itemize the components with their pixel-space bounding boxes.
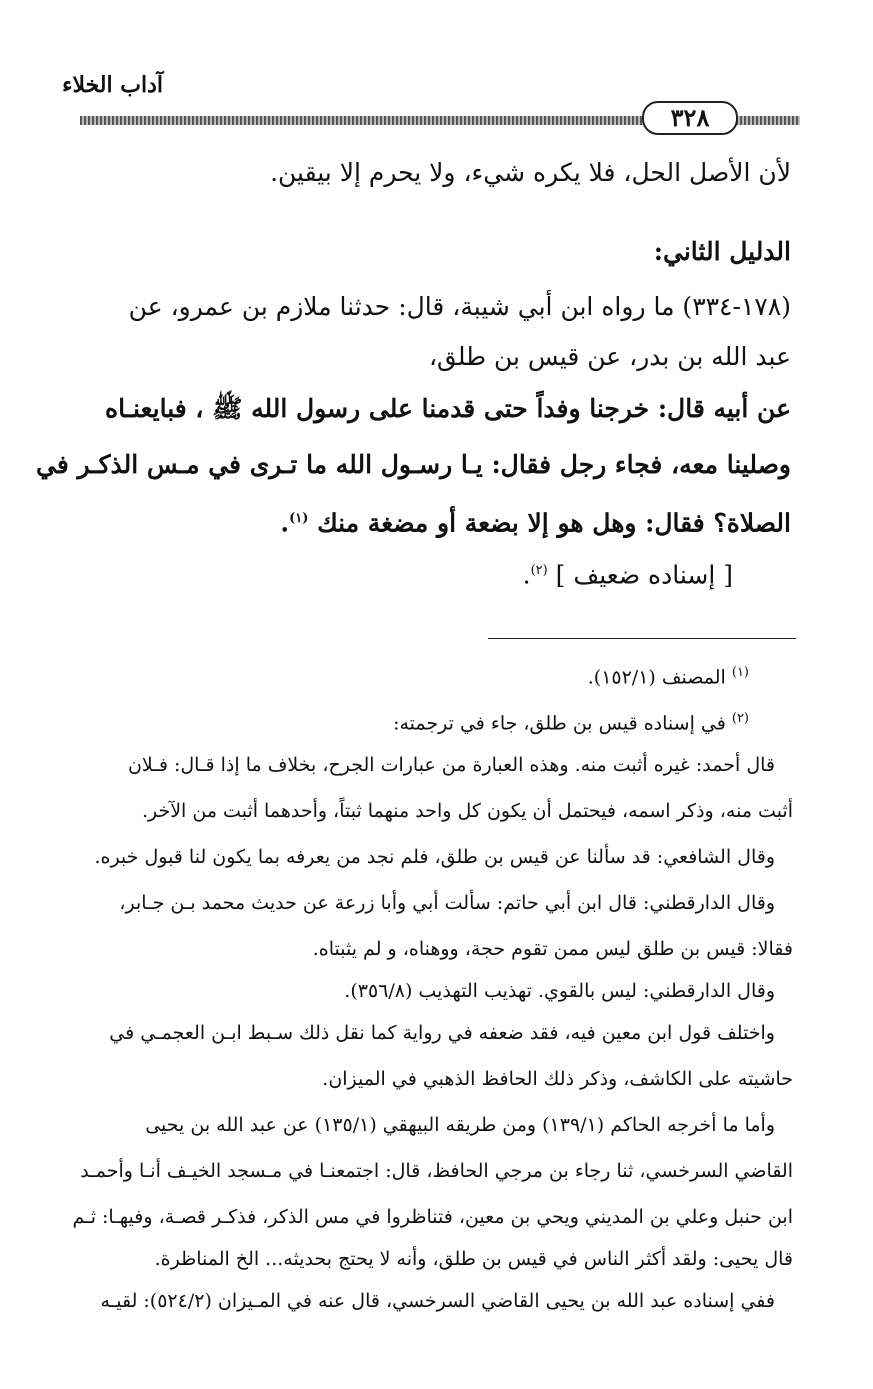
hadith-text: الصلاة؟ فقال: وهل هو إلا بضعة أو مضغة منك [317, 508, 791, 538]
text-line: لأن الأصل الحل، فلا يكره شيء، ولا يحرم إلا بيقين. [270, 158, 791, 187]
section-heading: الدليل الثاني: [653, 237, 791, 266]
footnote-line: قال أحمد: غيره أثبت منه. وهذه العبارة من عبارات الجرح، بخلاف ما إذا قـال: فـلان [127, 754, 775, 776]
footnote-line: القاضي السرخسي، ثنا رجاء بن مرجي الحافظ، قال: اجتمعنـا في مـسجد الخيـف أنـا وأحمـد [80, 1160, 793, 1182]
footnote-line: قال يحيى: ولقد أكثر الناس في قيس بن طلق، وأنه لا يحتج بحديثه... الخ المناظرة. [154, 1248, 793, 1270]
footnote-1 [588, 661, 749, 689]
footnote-line: وأما ما أخرجه الحاكم (١٣٩/١) ومن طريقه البيهقي (١٣٥/١) عن عبد الله بن يحيى [145, 1114, 775, 1136]
hadith-line: عن أبيه قال: خرجنا وفداً حتى قدمنا على رسول الله ﷺ ، فبايعنـاه [105, 394, 791, 423]
grading: [ إسناده ضعيف ] $^{(٢)}$. [522, 560, 733, 590]
footnote-line: وقال الدارقطني: ليس بالقوي. تهذيب التهذيب (٣٥٦/٨). [344, 980, 775, 1002]
footnote-ref: (٢) [530, 563, 548, 578]
footnote-line: حاشيته على الكاشف، وذكر ذلك الحافظ الذهبي في الميزان. [322, 1068, 793, 1090]
text-line: عبد الله بن بدر، عن قيس بن طلق، [428, 342, 791, 371]
hadith-line: الصلاة؟ فقال: وهل هو إلا بضعة أو مضغة منك $^{(١)}$. [280, 508, 791, 538]
footnote-line: أثبت منه، وذكر اسمه، فيحتمل أن يكون كل واحد منهما ثبتاً، وأحدهما أثبت من الآخر. [141, 800, 793, 822]
footnote-number: (٢) [731, 711, 749, 726]
footnote-text: المصنف (١٥٢/١). [587, 666, 726, 689]
text-line: (١٧٨-٣٣٤) ما رواه ابن أبي شيبة، قال: حدثنا ملازم بن عمرو، عن [128, 292, 791, 321]
footnote-line: وقال الشافعي: قد سألنا عن قيس بن طلق، فلم نجد من يعرفه بما يكون لنا قبول خبره. [94, 846, 775, 868]
grading-text: [ إسناده ضعيف ] [555, 560, 733, 590]
footnote-ref: (١) [289, 511, 309, 526]
footnote-line: ففي إسناده عبد الله بن يحيى القاضي السرخسي، قال عنه في المـيزان (٥٢٤/٢): لقيـه [100, 1290, 775, 1312]
footnote-line: وقال الدارقطني: قال ابن أبي حاتم: سألت أبي وأبا زرعة عن حديث محمد بـن جـابر، [119, 892, 775, 914]
footnote-line: فقالا: قيس بن طلق ليس ممن تقوم حجة، ووهناه، و لم يثبتاه. [312, 938, 793, 960]
running-title: آداب الخلاء [62, 72, 163, 98]
page-number: ٣٢٨ [642, 101, 738, 135]
footnote-line: واختلف قول ابن معين فيه، فقد ضعفه في رواية كما نقل ذلك سـبط ابـن العجمـي في [109, 1022, 775, 1044]
footnote-text: في إسناده قيس بن طلق، جاء في ترجمته: [393, 712, 726, 735]
footnote-2 [393, 707, 749, 735]
hadith-line: وصلينا معه، فجاء رجل فقال: يـا رسـول الله ما تـرى في مـس الذكـر في [36, 450, 791, 479]
footnote-separator [488, 638, 796, 639]
footnote-number: (١) [731, 665, 749, 680]
footnote-line: ابن حنبل وعلي بن المديني ويحي بن معين، فتناظروا في مس الذكر، فذكـر قصـة، وفيهـا: ثـم [72, 1206, 793, 1228]
